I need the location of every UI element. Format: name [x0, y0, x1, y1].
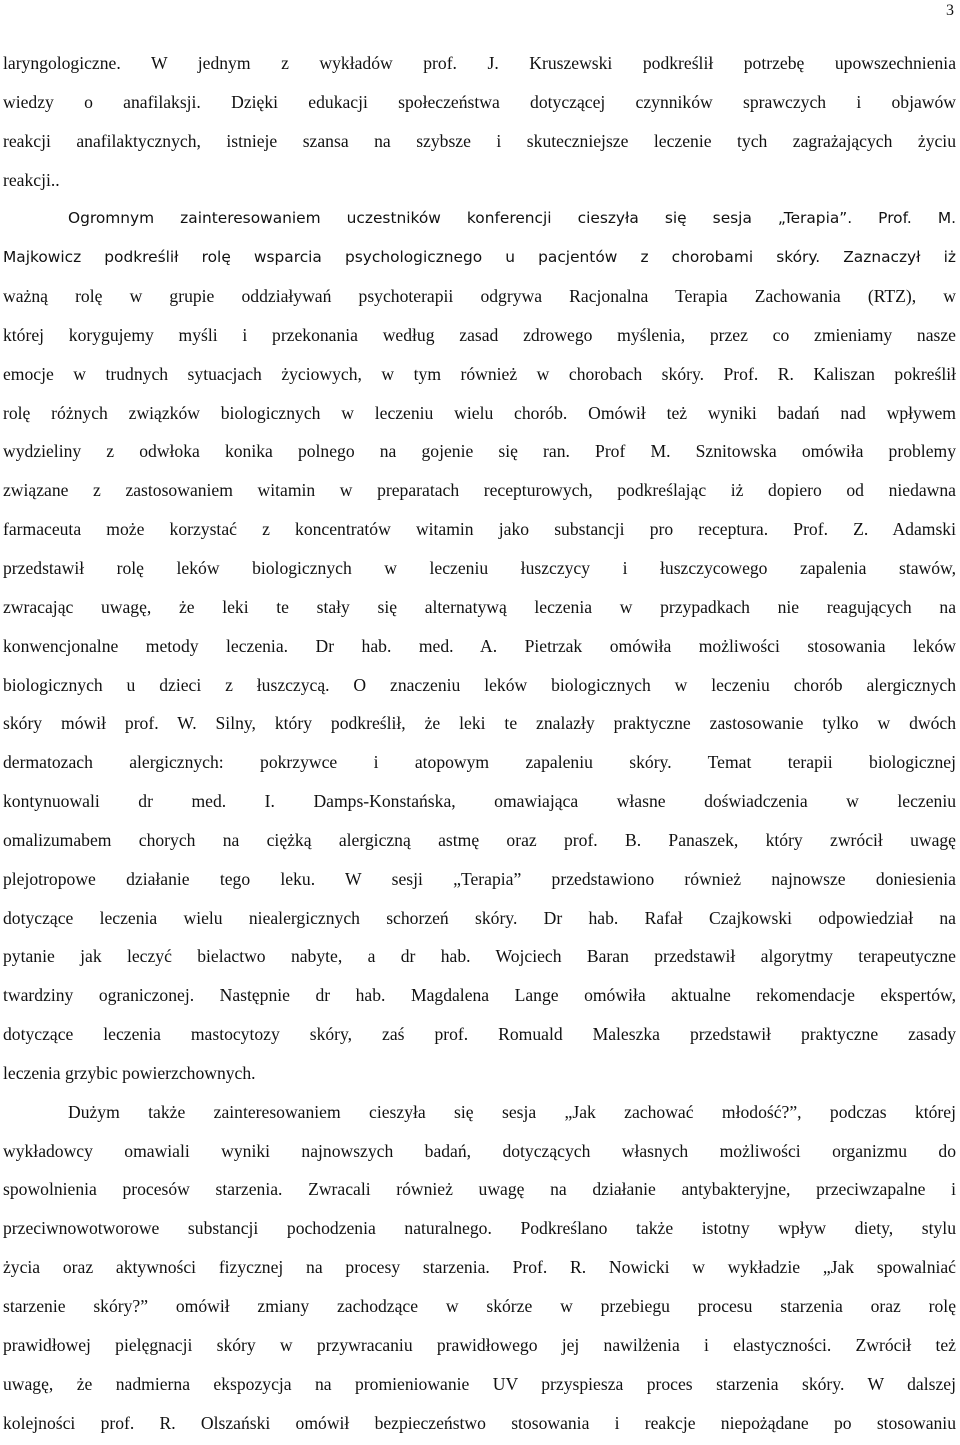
text-line: wiedzy o anafilaksji. Dzięki edukacji społeczeństwa dotyczącej czynników sprawczych i objawów [3, 91, 956, 112]
text-line: leczenia grzybic powierzchownych. [3, 1062, 256, 1083]
text-line: której korygujemy myśli i przekonania według zasad zdrowego myślenia, przez co zmieniamy nasze [3, 324, 956, 345]
text-line: przedstawił rolę leków biologicznych w leczeniu łuszczycy i łuszczycowego zapalenia stawów, [3, 557, 956, 578]
text-line: wydzieliny z odwłoka konika polnego na gojenie się ran. Prof M. Sznitowska omówiła problemy [3, 441, 956, 462]
text-line: przeciwnowotworowe substancji pochodzenia naturalnego. Podkreślano także istotny wpływ diety, stylu [3, 1218, 956, 1239]
text-line: laryngologiczne. W jednym z wykładów prof. J. Kruszewski podkreślił potrzebę upowszechnienia [3, 53, 956, 73]
text-line: kolejności prof. R. Olszański omówił bezpieczeństwo stosowania i reakcje niepożądane po stosowaniu [3, 1412, 956, 1433]
text-line: rolę różnych związków biologicznych w leczeniu wielu chorób. Omówił też wyniki badań nad wpływem [3, 402, 956, 423]
text-line: reakcji anafilaktycznych, istnieje szansa na szybsze i skuteczniejsze leczenie tych zagrażających życiu [3, 130, 956, 151]
text-line: życia oraz aktywności fizycznej na procesy starzenia. Prof. R. Nowicki w wykładzie „Jak spowalniać [3, 1257, 956, 1278]
text-line: plejotropowe działanie tego leku. W sesji „Terapia” przedstawiono również najnowsze doniesienia [3, 868, 956, 889]
text-line: reakcji.. [3, 169, 60, 190]
text-line: związane z zastosowaniem witamin w preparatach recepturowych, podkreślając iż dopiero od niedawna [3, 480, 956, 501]
text-line: pytanie jak leczyć bielactwo nabyte, a dr hab. Wojciech Baran przedstawił algorytmy terapeutyczne [3, 946, 956, 967]
text-line: prawidłowej pielęgnacji skóry w przywracaniu prawidłowego jej nawilżenia i elastyczności. Zwrócił też [3, 1334, 956, 1355]
text-line: spowolnienia procesów starzenia. Zwracali również uwagę na działanie antybakteryjne, przeciwzapalne i [3, 1179, 956, 1200]
text-line: emocje w trudnych sytuacjach życiowych, w tym również w chorobach skóry. Prof. R. Kaliszan pokreślił [3, 363, 956, 384]
text-line: uwagę, że nadmierna ekspozycja na promieniowanie UV przyspiesza proces starzenia skóry. W dalszej [3, 1373, 956, 1394]
text-line: omalizumabem chorych na ciężką alergiczną astmę oraz prof. B. Panaszek, który zwrócił uwagę [3, 829, 956, 850]
text-line: starzenie skóry?” omówił zmiany zachodzące w skórze w przebiegu procesu starzenia oraz rolę [3, 1296, 956, 1316]
body-text [3, 44, 956, 1442]
text-line: zwracając uwagę, że leki te stały się alternatywą leczenia w przypadkach nie reagujących na [3, 596, 956, 617]
text-line: ważną rolę w grupie oddziaływań psychoterapii odgrywa Racjonalna Terapia Zachowania (RTZ), w [3, 286, 956, 307]
text-line: twardziny ograniczonej. Następnie dr hab. Magdalena Lange omówiła aktualne rekomendacje ekspertów, [3, 985, 956, 1006]
text-line: skóry mówił prof. W. Silny, który podkreślił, że leki te znalazły praktyczne zastosowanie tylko w dwóch [3, 713, 956, 734]
page-number: 3 [946, 2, 954, 19]
text-line: Majkowicz podkreślił rolę wsparcia psychologicznego u pacjentów z chorobami skóry. Zaznaczył iż [3, 248, 956, 267]
text-line: Ogromnym zainteresowaniem uczestników konferencji cieszyła się sesja „Terapia”. Prof. M. [68, 209, 956, 228]
text-line: konwencjonalne metody leczenia. Dr hab. med. A. Pietrzak omówiła możliwości stosowania leków [3, 635, 956, 656]
text-line: wykładowcy omawiali wyniki najnowszych badań, dotyczących własnych możliwości organizmu do [3, 1140, 956, 1161]
text-line: dotyczące leczenia wielu niealergicznych schorzeń skóry. Dr hab. Rafał Czajkowski odpowiedział na [3, 907, 956, 928]
text-line: biologicznych u dzieci z łuszczycą. O znaczeniu leków biologicznych w leczeniu chorób alergicznych [3, 674, 956, 695]
text-line: Dużym także zainteresowaniem cieszyła się sesja „Jak zachować młodość?”, podczas której [68, 1101, 956, 1122]
text-line: dermatozach alergicznych: pokrzywce i atopowym zapaleniu skóry. Temat terapii biologicznej [3, 752, 956, 773]
text-line: dotyczące leczenia mastocytozy skóry, zaś prof. Romuald Maleszka przedstawił praktyczne zasady [3, 1024, 956, 1045]
text-line: kontynuowali dr med. I. Damps-Konstańska, omawiająca własne doświadczenia w leczeniu [3, 791, 956, 812]
text-line: farmaceuta może korzystać z koncentratów witamin jako substancji pro receptura. Prof. Z. Adamski [3, 519, 956, 540]
